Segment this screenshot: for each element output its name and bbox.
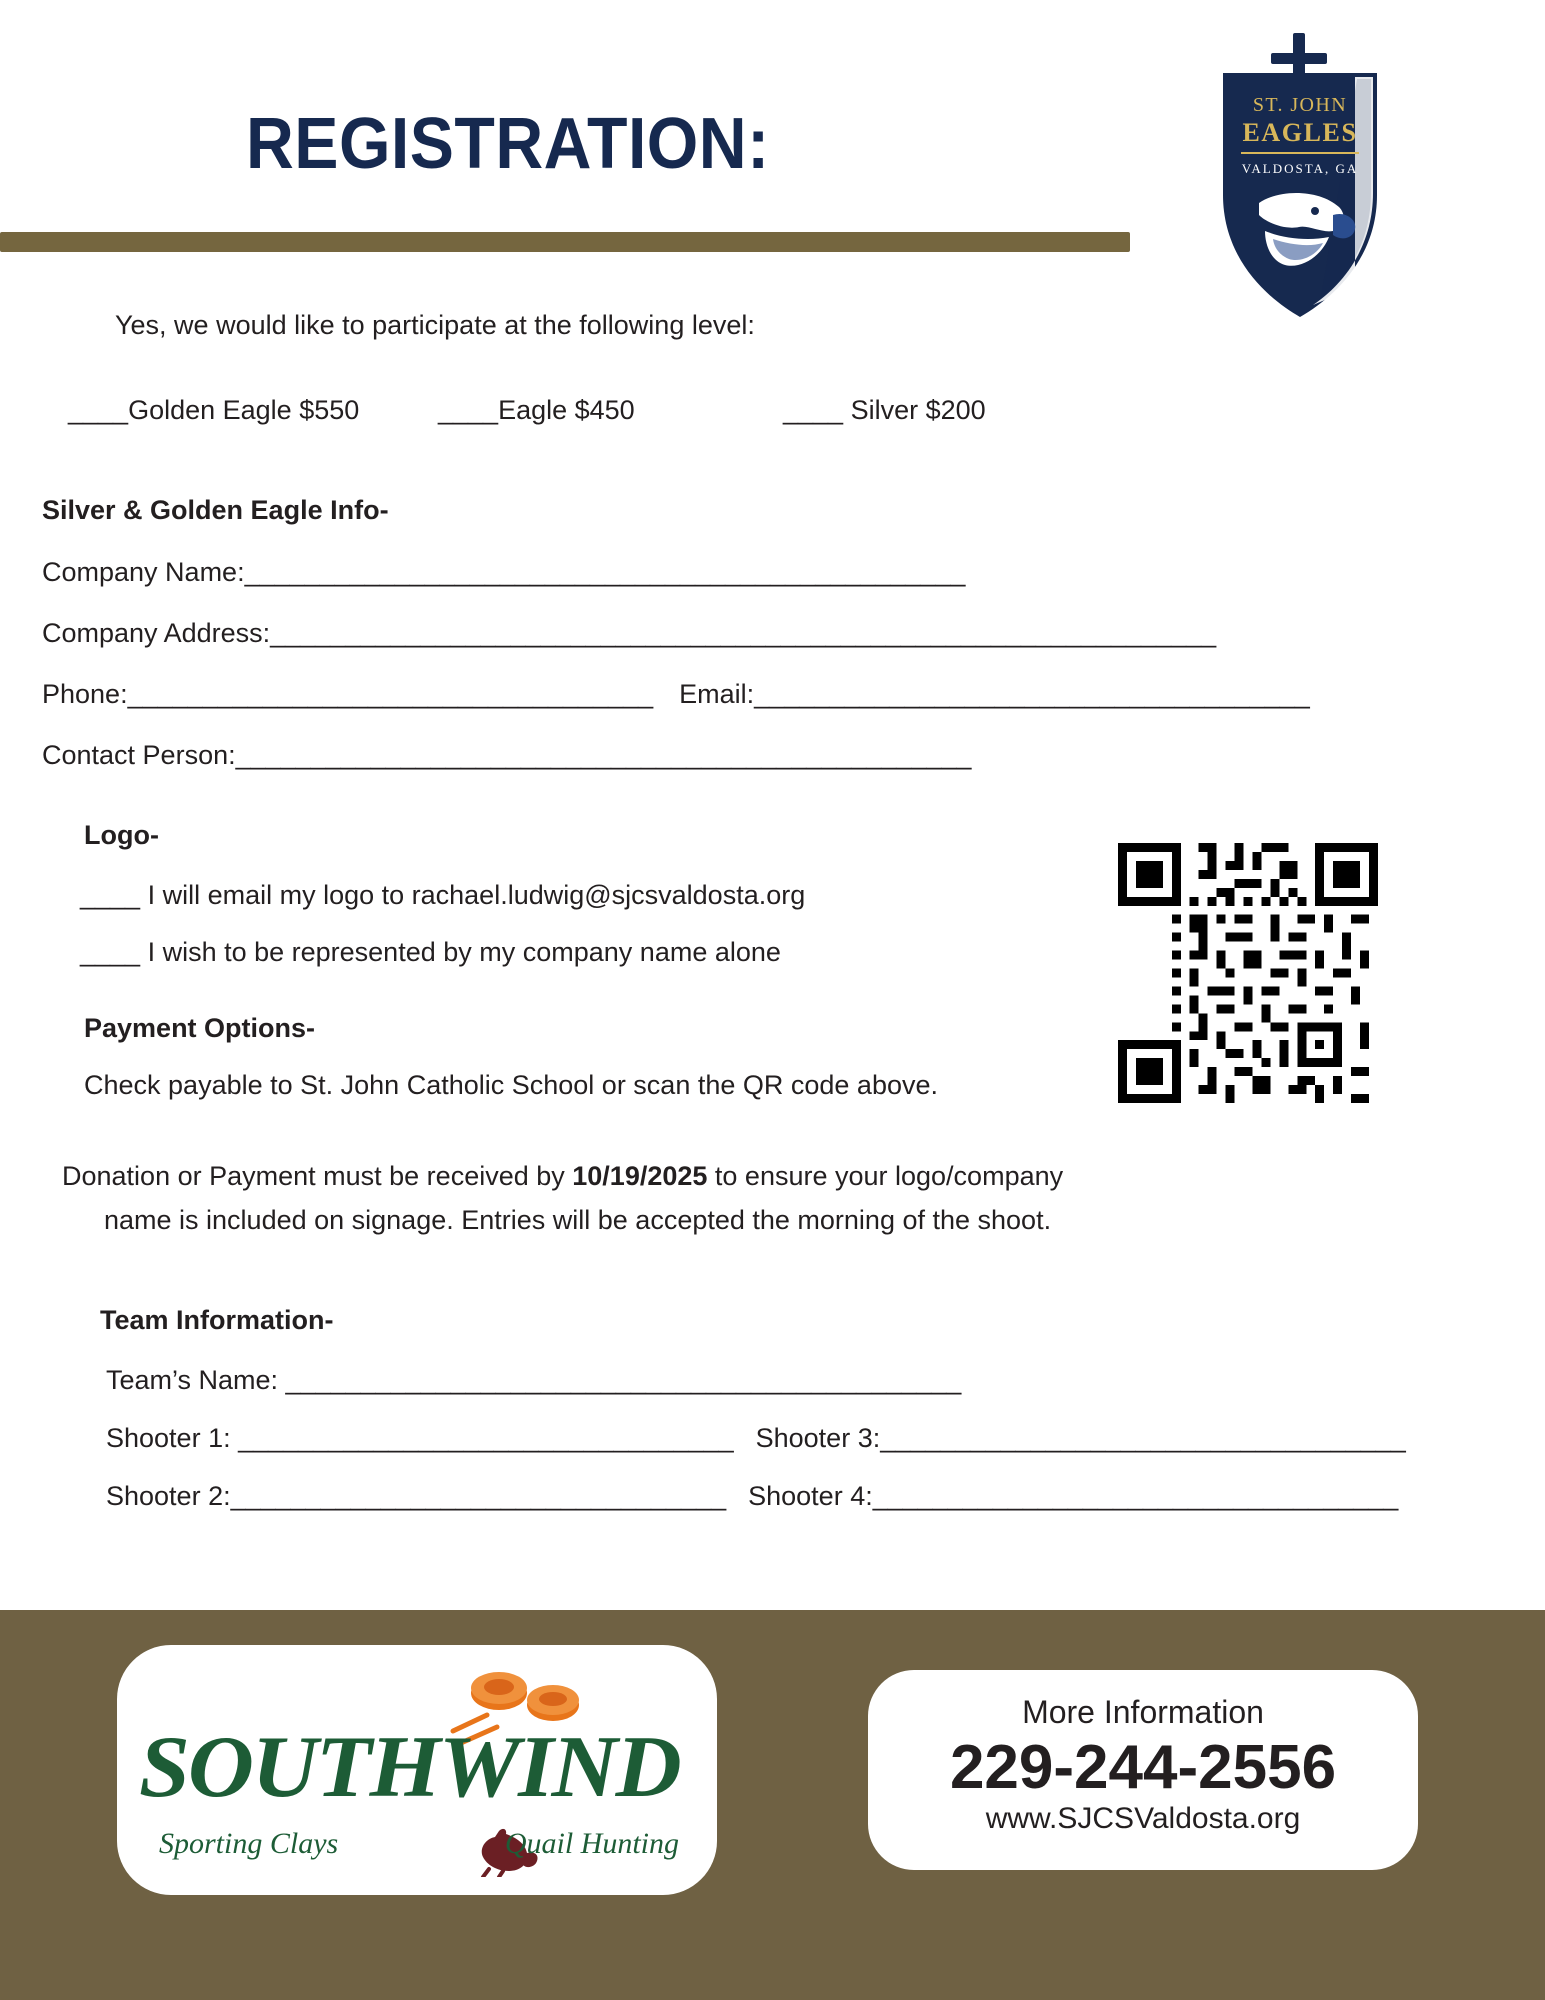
payment-instructions: Check payable to St. John Catholic School or scan the QR code above. [84, 1070, 938, 1100]
shooter-3-field[interactable]: Shooter 3:___________________________________ [755, 1423, 1406, 1453]
page-footer [0, 1610, 1545, 2000]
more-information-title: More Information [1022, 1694, 1264, 1730]
payment-section-heading: Payment Options- [84, 1013, 316, 1043]
phone-field[interactable]: Phone:___________________________________ [42, 679, 654, 709]
contact-phone-number[interactable]: 229-244-2556 [949, 1733, 1337, 1802]
logo-option-name-only[interactable]: ____ I wish to be represented by my company name alone [80, 937, 781, 967]
email-field[interactable]: Email:_____________________________________ [679, 679, 1310, 709]
southwind-tagline [159, 1827, 679, 1861]
team-section-heading: Team Information- [100, 1305, 334, 1335]
website-url[interactable]: www.SJCSValdosta.org [985, 1802, 1301, 1836]
donation-notice-part2: to ensure your logo/company [707, 1161, 1064, 1191]
tagline-quail-hunting: Quail Hunting [504, 1827, 679, 1860]
shooter-4-field[interactable]: Shooter 4:___________________________________ [748, 1481, 1399, 1511]
contact-person-field[interactable]: Contact Person:_________________________________________________ [42, 740, 972, 770]
tagline-sporting-clays: Sporting Clays [159, 1827, 339, 1860]
more-information-card [868, 1670, 1418, 1870]
donation-deadline-date: 10/19/2025 [572, 1161, 708, 1191]
southwind-wordmark: SOUTHWIND [139, 1719, 680, 1816]
level-option-golden-eagle[interactable]: ____Golden Eagle $550 [68, 395, 360, 425]
header-divider [0, 232, 1130, 252]
svg-text:ST. JOHN: ST. JOHN [1252, 94, 1348, 116]
shooter-2-field[interactable]: Shooter 2:_________________________________ [106, 1481, 727, 1511]
sponsor-section-heading: Silver & Golden Eagle Info- [42, 495, 389, 525]
svg-text:VALDOSTA, GA: VALDOSTA, GA [1241, 161, 1359, 176]
svg-text:EAGLES: EAGLES [1242, 118, 1358, 147]
shooter-2-4-fields[interactable] [106, 1481, 1398, 1512]
shooter-1-field[interactable]: Shooter 1: _________________________________ [106, 1423, 734, 1453]
phone-email-fields[interactable] [42, 679, 1310, 710]
school-crest-logo [1205, 25, 1395, 335]
qr-code[interactable] [1118, 843, 1378, 1103]
shooter-1-3-fields[interactable] [106, 1423, 1406, 1454]
logo-section-heading: Logo- [84, 820, 159, 850]
level-option-eagle[interactable]: ____Eagle $450 [438, 395, 635, 425]
page-title: REGISTRATION: [246, 104, 770, 184]
donation-deadline-notice [62, 1155, 1412, 1242]
donation-notice-line2: name is included on signage. Entries will be accepted the morning of the shoot. [104, 1204, 1052, 1235]
southwind-logo-card [117, 1645, 717, 1895]
company-name-field[interactable]: Company Name:________________________________________________ [42, 557, 966, 587]
company-address-field[interactable]: Company Address:_______________________________________________________________ [42, 618, 1217, 648]
participation-levels [68, 395, 1168, 426]
team-name-field[interactable]: Team’s Name: _____________________________________________ [106, 1365, 962, 1395]
page-header [0, 0, 1545, 255]
logo-option-email[interactable]: ____ I will email my logo to rachael.ludwig@sjcsvaldosta.org [80, 880, 806, 910]
donation-notice-part1: Donation or Payment must be received by [62, 1161, 573, 1191]
intro-text: Yes, we would like to participate at the following level: [115, 310, 755, 340]
level-option-silver[interactable]: ____ Silver $200 [783, 395, 986, 425]
